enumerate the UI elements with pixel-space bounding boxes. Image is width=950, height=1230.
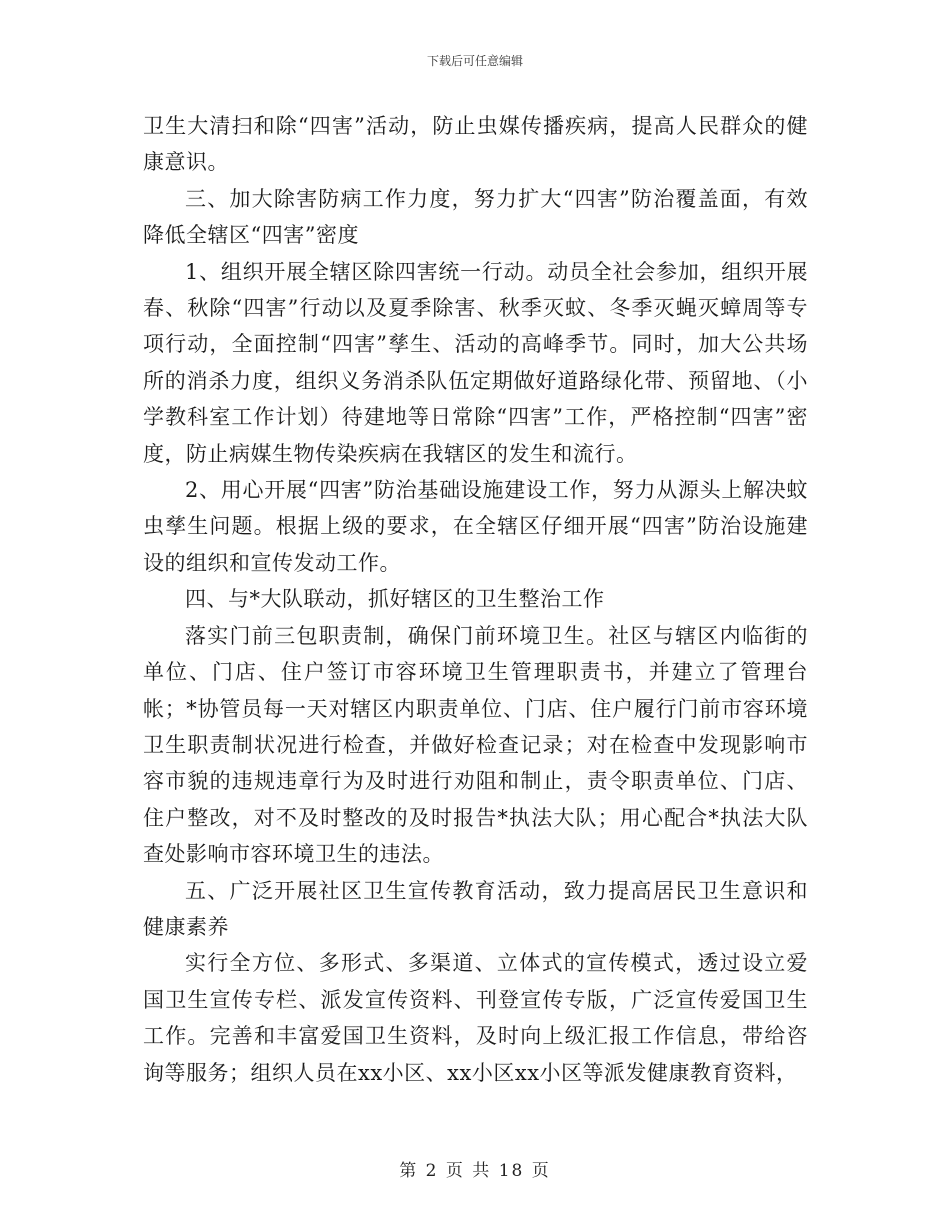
- page-header: 下载后可任意编辑: [426, 54, 523, 68]
- paragraph: 1、组织开展全辖区除四害统一行动。动员全社会参加，组织开展春、秋除“四害”行动以及夏季除害、秋季灭蚊、冬季灭蝇灭蟑周等专项行动，全面控制“四害”孳生、活动的高峰季节。同时，加大公共场所的消杀力度，组织义务消杀队伍定期做好道路绿化带、预留地、（小学教科室工作计划）待建地等日常除“四害”工作，严格控制“四害”密度，防止病媒生物传染疾病在我辖区的发生和流行。: [143, 259, 808, 466]
- paragraph: 落实门前三包职责制，确保门前环境卫生。社区与辖区内临街的单位、门店、住户签订市容环境卫生管理职责书，并建立了管理台帐；*协管员每一天对辖区内职责单位、门店、住户履行门前市容环境卫生职责制状况进行检查，并做好检查记录；对在检查中发现影响市容市貌的违规违章行为及时进行劝阻和制止，责令职责单位、门店、住户整改，对不及时整改的及时报告*执法大队；用心配合*执法大队查处影响市容环境卫生的违法。: [143, 623, 808, 867]
- paragraph: 实行全方位、多形式、多渠道、立体式的宣传模式，透过设立爱国卫生宣传专栏、派发宣传资料、刊登宣传专版，广泛宣传爱国卫生工作。完善和丰富爱国卫生资料，及时向上级汇报工作信息，带给咨询等服务；组织人员在xx小区、xx小区xx小区等派发健康教育资料，: [143, 951, 808, 1085]
- paragraph: 2、用心开展“四害”防治基础设施建设工作，努力从源头上解决蚊虫孳生问题。根据上级的要求，在全辖区仔细开展“四害”防治设施建设的组织和宣传发动工作。: [143, 478, 808, 575]
- section-heading: 四、与*大队联动，抓好辖区的卫生整治工作: [185, 587, 605, 612]
- page-footer: 第 2 页 共 18 页: [399, 1161, 551, 1181]
- section-heading: 五、广泛开展社区卫生宣传教育活动，致力提高居民卫生意识和健康素养: [143, 878, 808, 939]
- section-heading: 三、加大除害防病工作力度，努力扩大“四害”防治覆盖面，有效降低全辖区“四害”密度: [143, 186, 808, 248]
- paragraph: 卫生大清扫和除“四害”活动，防止虫媒传播疾病，提高人民群众的健康意识。: [143, 114, 808, 175]
- document-body: [143, 108, 808, 1091]
